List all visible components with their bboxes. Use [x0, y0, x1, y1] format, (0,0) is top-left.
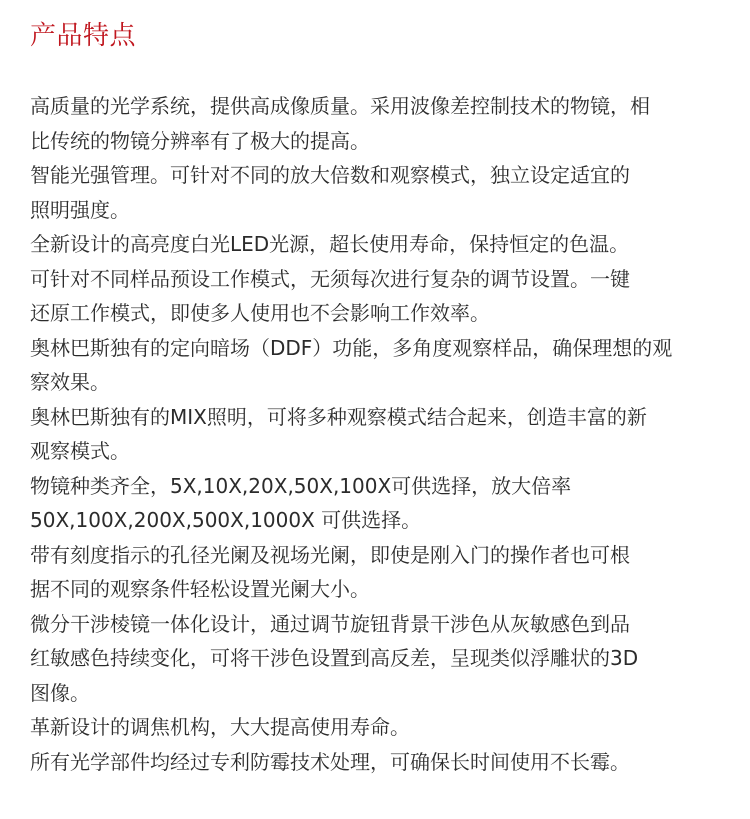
- feature-item: 所有光学部件均经过专利防霉技术处理，可确保长时间使用不长霉。: [30, 749, 630, 774]
- feature-item: 革新设计的调焦机构，大大提高使用寿命。: [30, 715, 410, 739]
- feature-item: 全新设计的高亮度白光LED光源，超长使用寿命，保持恒定的色温。: [30, 232, 630, 256]
- feature-item: 可针对不同样品预设工作模式，无须每次进行复杂的调节设置。一键 还原工作模式，即使多人使用也不会影响工作效率。: [30, 266, 630, 325]
- feature-item: 奥林巴斯独有的MIX照明，可将多种观察模式结合起来，创造丰富的新 观察模式。: [30, 404, 647, 463]
- feature-item: 带有刻度指示的孔径光阑及视场光阑，即使是刚入门的操作者也可根 据不同的观察条件轻松设置光阑大小。: [30, 542, 630, 601]
- feature-item: 奥林巴斯独有的定向暗场（DDF）功能，多角度观察样品，确保理想的观 察效果。: [30, 335, 673, 394]
- feature-list: [30, 89, 730, 779]
- feature-item: 微分干涉棱镜一体化设计，通过调节旋钮背景干涉色从灰敏感色到品 红敏感色持续变化，可将干涉色设置到高反差，呈现类似浮雕状的3D 图像。: [30, 611, 639, 705]
- feature-item: 智能光强管理。可针对不同的放大倍数和观察模式，独立设定适宜的 照明强度。: [30, 163, 630, 222]
- page-title: 产品特点: [30, 21, 137, 51]
- feature-item: 物镜种类齐全，5X,10X,20X,50X,100X可供选择，放大倍率 50X,100X,200X,500X,1000X 可供选择。: [30, 473, 572, 532]
- feature-item: 高质量的光学系统，提供高成像质量。采用波像差控制技术的物镜，相 比传统的物镜分辨率有了极大的提高。: [30, 94, 650, 153]
